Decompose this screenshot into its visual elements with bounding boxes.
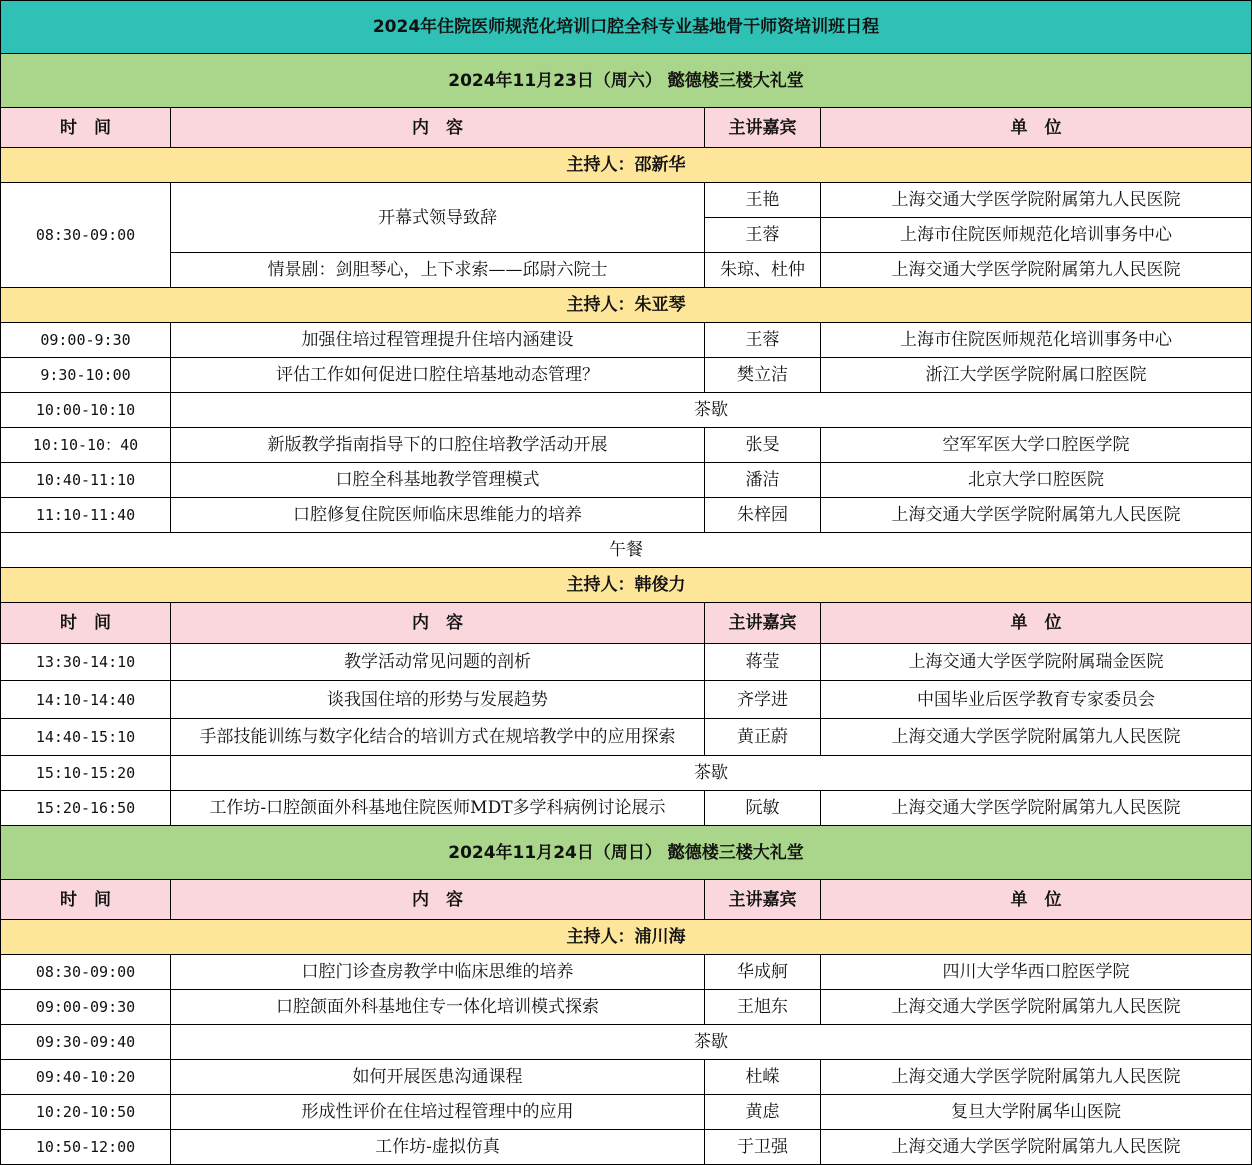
speaker-cell: 齐学进: [705, 681, 821, 719]
day-1-label: 2024年11月23日（周六） 懿德楼三楼大礼堂: [1, 54, 1252, 108]
content-cell: 手部技能训练与数字化结合的培训方式在规培教学中的应用探索: [171, 719, 705, 756]
unit-cell: 复旦大学附属华山医院: [821, 1095, 1252, 1130]
table-row: [1, 358, 1252, 393]
speaker-cell: 王蓉: [705, 323, 821, 358]
unit-cell: 上海交通大学医学院附属第九人民医院: [821, 1130, 1252, 1165]
break-label: 茶歇: [171, 756, 1252, 791]
title-row: [1, 1, 1252, 54]
host-label: 主持人：浦川海: [1, 920, 1252, 955]
column-header-row: [1, 603, 1252, 644]
speaker-cell: 王艳: [705, 183, 821, 218]
unit-cell: 中国毕业后医学教育专家委员会: [821, 681, 1252, 719]
time-cell: 9:30-10:00: [1, 358, 171, 393]
time-cell: 14:10-14:40: [1, 681, 171, 719]
content-cell: 教学活动常见问题的剖析: [171, 644, 705, 681]
speaker-cell: 黄正蔚: [705, 719, 821, 756]
column-header-row: [1, 108, 1252, 148]
break-row: [1, 756, 1252, 791]
time-cell: 10:50-12:00: [1, 1130, 171, 1165]
host-label: 主持人：韩俊力: [1, 568, 1252, 603]
break-row: [1, 393, 1252, 428]
time-cell: 09:30-09:40: [1, 1025, 171, 1060]
break-row: [1, 1025, 1252, 1060]
header-speaker: 主讲嘉宾: [705, 603, 821, 644]
speaker-cell: 华成舸: [705, 955, 821, 990]
time-cell: 09:00-9:30: [1, 323, 171, 358]
header-unit: 单 位: [821, 880, 1252, 920]
unit-cell: 上海交通大学医学院附属第九人民医院: [821, 791, 1252, 826]
content-cell: 加强住培过程管理提升住培内涵建设: [171, 323, 705, 358]
header-time: 时 间: [1, 108, 171, 148]
lunch-label: 午餐: [1, 533, 1252, 568]
time-cell: 14:40-15:10: [1, 719, 171, 756]
unit-cell: 上海交通大学医学院附属第九人民医院: [821, 183, 1252, 218]
unit-cell: 上海交通大学医学院附属瑞金医院: [821, 644, 1252, 681]
header-content: 内 容: [171, 880, 705, 920]
table-row: [1, 1130, 1252, 1165]
time-cell: 10:10-10：40: [1, 428, 171, 463]
column-header-row: [1, 880, 1252, 920]
day-2-label: 2024年11月24日（周日） 懿德楼三楼大礼堂: [1, 826, 1252, 880]
unit-cell: 北京大学口腔医院: [821, 463, 1252, 498]
table-row: [1, 990, 1252, 1025]
speaker-cell: 蒋莹: [705, 644, 821, 681]
time-cell: 11:10-11:40: [1, 498, 171, 533]
table-row: [1, 323, 1252, 358]
unit-cell: 四川大学华西口腔医学院: [821, 955, 1252, 990]
speaker-cell: 潘洁: [705, 463, 821, 498]
content-cell: 口腔门诊查房教学中临床思维的培养: [171, 955, 705, 990]
content-cell: 谈我国住培的形势与发展趋势: [171, 681, 705, 719]
table-row: [1, 719, 1252, 756]
speaker-cell: 王旭东: [705, 990, 821, 1025]
host-row: [1, 920, 1252, 955]
table-row: [1, 1095, 1252, 1130]
host-label: 主持人：朱亚琴: [1, 288, 1252, 323]
lunch-row: [1, 533, 1252, 568]
time-cell: 13:30-14:10: [1, 644, 171, 681]
time-cell: 10:00-10:10: [1, 393, 171, 428]
content-cell: 口腔全科基地教学管理模式: [171, 463, 705, 498]
day-row: [1, 826, 1252, 880]
table-row: [1, 955, 1252, 990]
unit-cell: 上海交通大学医学院附属第九人民医院: [821, 498, 1252, 533]
header-speaker: 主讲嘉宾: [705, 880, 821, 920]
content-cell: 评估工作如何促进口腔住培基地动态管理？: [171, 358, 705, 393]
content-cell: 口腔修复住院医师临床思维能力的培养: [171, 498, 705, 533]
page-title: 2024年住院医师规范化培训口腔全科专业基地骨干师资培训班日程: [1, 1, 1252, 54]
unit-cell: 上海市住院医师规范化培训事务中心: [821, 323, 1252, 358]
time-cell: 15:10-15:20: [1, 756, 171, 791]
host-row: [1, 288, 1252, 323]
content-cell: 工作坊-虚拟仿真: [171, 1130, 705, 1165]
content-cell: 新版教学指南指导下的口腔住培教学活动开展: [171, 428, 705, 463]
header-unit: 单 位: [821, 603, 1252, 644]
unit-cell: 上海交通大学医学院附属第九人民医院: [821, 253, 1252, 288]
content-cell: 开幕式领导致辞: [171, 183, 705, 253]
header-content: 内 容: [171, 603, 705, 644]
speaker-cell: 樊立洁: [705, 358, 821, 393]
time-cell: 08:30-09:00: [1, 955, 171, 990]
host-row: [1, 568, 1252, 603]
speaker-cell: 黄虑: [705, 1095, 821, 1130]
table-row: [1, 498, 1252, 533]
time-cell: 10:40-11:10: [1, 463, 171, 498]
break-label: 茶歇: [171, 393, 1252, 428]
unit-cell: 上海市住院医师规范化培训事务中心: [821, 218, 1252, 253]
unit-cell: 空军军医大学口腔医学院: [821, 428, 1252, 463]
time-cell: 09:00-09:30: [1, 990, 171, 1025]
table-row: [1, 644, 1252, 681]
header-unit: 单 位: [821, 108, 1252, 148]
content-cell: 工作坊-口腔颌面外科基地住院医师MDT多学科病例讨论展示: [171, 791, 705, 826]
table-row: [1, 681, 1252, 719]
time-cell: 09:40-10:20: [1, 1060, 171, 1095]
time-cell: 15:20-16:50: [1, 791, 171, 826]
content-cell: 口腔颌面外科基地住专一体化培训模式探索: [171, 990, 705, 1025]
speaker-cell: 杜嵘: [705, 1060, 821, 1095]
table-row: [1, 1060, 1252, 1095]
header-speaker: 主讲嘉宾: [705, 108, 821, 148]
day-row: [1, 54, 1252, 108]
speaker-cell: 朱琼、杜仲: [705, 253, 821, 288]
header-time: 时 间: [1, 603, 171, 644]
speaker-cell: 王蓉: [705, 218, 821, 253]
break-label: 茶歇: [171, 1025, 1252, 1060]
speaker-cell: 张旻: [705, 428, 821, 463]
header-content: 内 容: [171, 108, 705, 148]
content-cell: 情景剧：剑胆琴心，上下求索——邱尉六院士: [171, 253, 705, 288]
table-row: [1, 253, 1252, 288]
host-row: [1, 148, 1252, 183]
table-row: [1, 428, 1252, 463]
content-cell: 如何开展医患沟通课程: [171, 1060, 705, 1095]
table-row: [1, 463, 1252, 498]
host-label: 主持人：邵新华: [1, 148, 1252, 183]
speaker-cell: 朱梓园: [705, 498, 821, 533]
speaker-cell: 阮敏: [705, 791, 821, 826]
unit-cell: 浙江大学医学院附属口腔医院: [821, 358, 1252, 393]
header-time: 时 间: [1, 880, 171, 920]
unit-cell: 上海交通大学医学院附属第九人民医院: [821, 990, 1252, 1025]
time-cell: 08:30-09:00: [1, 183, 171, 288]
unit-cell: 上海交通大学医学院附属第九人民医院: [821, 1060, 1252, 1095]
unit-cell: 上海交通大学医学院附属第九人民医院: [821, 719, 1252, 756]
content-cell: 形成性评价在住培过程管理中的应用: [171, 1095, 705, 1130]
speaker-cell: 于卫强: [705, 1130, 821, 1165]
time-cell: 10:20-10:50: [1, 1095, 171, 1130]
table-row: [1, 183, 1252, 218]
table-row: [1, 791, 1252, 826]
